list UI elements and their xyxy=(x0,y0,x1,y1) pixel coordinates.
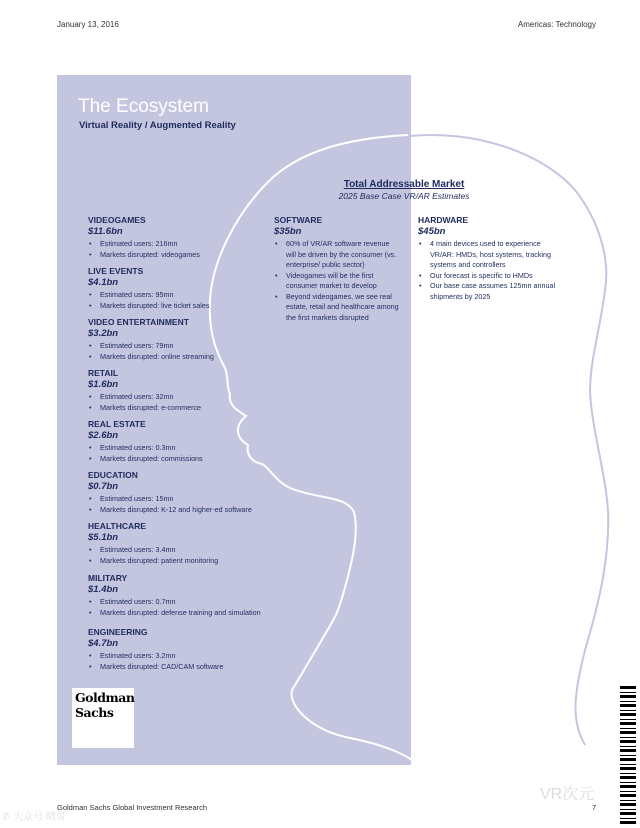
market-disrupted: • Markets disrupted: CAD/CAM software xyxy=(88,662,308,673)
market-users: • Estimated users: 32mn xyxy=(88,392,308,403)
market-users: • Estimated users: 95mn xyxy=(88,290,308,301)
logo-line: Sachs xyxy=(75,705,114,720)
market-disrupted: • Markets disrupted: videogames xyxy=(88,250,308,261)
market-disrupted: • Markets disrupted: patient monitoring xyxy=(88,556,308,567)
market-users: • Estimated users: 3.2mn xyxy=(88,651,308,662)
market-healthcare xyxy=(88,521,308,566)
page-title: The Ecosystem xyxy=(78,96,209,117)
hardware-heading: HARDWARE xyxy=(418,215,469,225)
market-heading: LIVE EVENTS xyxy=(88,266,144,276)
page-subtitle: Virtual Reality / Augmented Reality xyxy=(79,120,236,131)
market-value: $0.7bn xyxy=(88,481,119,492)
report-date: January 13, 2016 xyxy=(57,20,119,29)
software-bullet: • Videogames will be the first consumer market to develop xyxy=(274,271,399,292)
report-section: Americas: Technology xyxy=(517,20,596,29)
watermark-left: ✆ 大众号 晴哥 xyxy=(2,812,66,823)
market-disrupted: • Markets disrupted: live ticket sales xyxy=(88,301,308,312)
tam-header xyxy=(330,179,478,201)
software-bullet: • Beyond videogames, we see real estate, retail and healthcare among the first markets disrupted xyxy=(274,292,399,324)
logo-line: Goldman xyxy=(75,690,135,705)
market-education xyxy=(88,470,308,515)
page-number: 7 xyxy=(592,803,597,812)
hardware-bullet: • 4 main devices used to experience VR/AR: HMDs, host systems, tracking systems and controllers xyxy=(418,239,558,271)
watermark-right: VR次元 xyxy=(540,786,595,803)
hardware-bullet: • Our base case assumes 125mn annual shipments by 2025 xyxy=(418,281,558,302)
market-disrupted: • Markets disrupted: K-12 and higher-ed software xyxy=(88,505,308,516)
market-users: • Estimated users: 0.7mn xyxy=(88,597,308,608)
qr-code-icon xyxy=(620,686,636,824)
market-engineering xyxy=(88,627,308,672)
market-military xyxy=(88,573,308,618)
footer-text: Goldman Sachs Global Investment Research xyxy=(57,803,208,812)
software-heading: SOFTWARE xyxy=(274,215,323,225)
market-live-events xyxy=(88,266,308,311)
market-value: $3.2bn xyxy=(88,328,119,339)
market-value: $1.4bn xyxy=(88,584,119,595)
market-heading: REAL ESTATE xyxy=(88,419,146,429)
market-users: • Estimated users: 0.3mn xyxy=(88,443,308,454)
market-heading: VIDEOGAMES xyxy=(88,215,146,225)
market-value: $11.6bn xyxy=(88,226,123,237)
market-users: • Estimated users: 216mn xyxy=(88,239,308,250)
market-heading: MILITARY xyxy=(88,573,128,583)
market-disrupted: • Markets disrupted: e-commerce xyxy=(88,403,308,414)
market-real-estate xyxy=(88,419,308,464)
market-heading: EDUCATION xyxy=(88,470,138,480)
market-users: • Estimated users: 15mn xyxy=(88,494,308,505)
market-value: $4.7bn xyxy=(88,638,119,649)
market-value: $2.6bn xyxy=(88,430,119,441)
market-disrupted: • Markets disrupted: defense training and simulation xyxy=(88,608,308,619)
tam-subtitle: 2025 Base Case VR/AR Estimates xyxy=(338,191,470,201)
market-retail xyxy=(88,368,308,413)
hardware-value: $45bn xyxy=(418,226,446,237)
market-value: $4.1bn xyxy=(88,277,119,288)
market-value: $1.6bn xyxy=(88,379,119,390)
tam-title: Total Addressable Market xyxy=(343,179,465,190)
market-videogames xyxy=(88,215,308,260)
market-disrupted: • Markets disrupted: online streaming xyxy=(88,352,308,363)
hardware-bullet: • Our forecast is specific to HMDs xyxy=(418,271,558,282)
market-heading: VIDEO ENTERTAINMENT xyxy=(88,317,189,327)
market-heading: RETAIL xyxy=(88,368,119,378)
goldman-sachs-logo xyxy=(72,688,134,748)
market-users: • Estimated users: 79mn xyxy=(88,341,308,352)
hardware-section xyxy=(418,215,558,302)
software-value: $35bn xyxy=(274,226,302,237)
market-heading: ENGINEERING xyxy=(88,627,148,637)
software-bullet: • 60% of VR/AR software revenue will be driven by the consumer (vs. enterprise/ public sector) xyxy=(274,239,399,271)
market-users: • Estimated users: 3.4mn xyxy=(88,545,308,556)
market-video-entertainment xyxy=(88,317,308,362)
market-disrupted: • Markets disrupted: commissions xyxy=(88,454,308,465)
market-heading: HEALTHCARE xyxy=(88,521,146,531)
market-value: $5.1bn xyxy=(88,532,119,543)
